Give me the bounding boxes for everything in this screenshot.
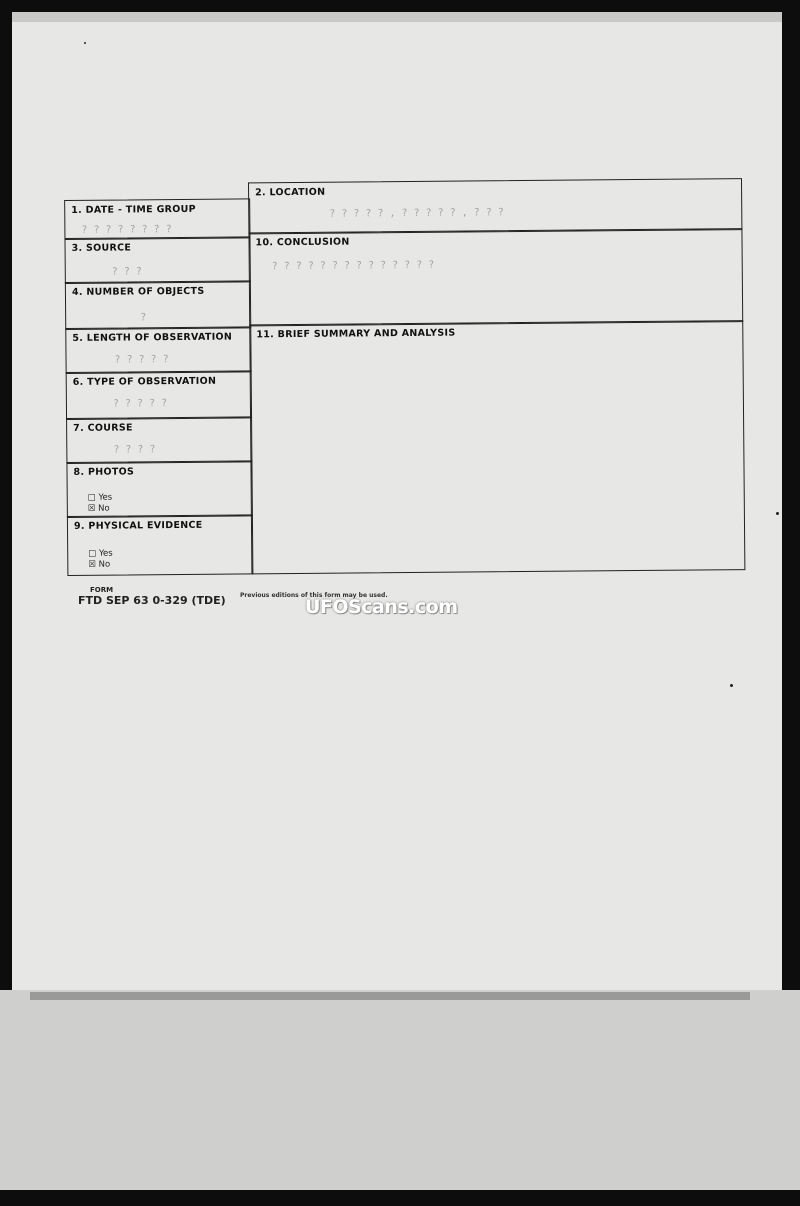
project-card-form (64, 178, 745, 576)
photos-label: 8. PHOTOS (73, 466, 135, 478)
sheet-top-edge (12, 12, 782, 22)
conclusion-cell (248, 228, 743, 326)
number-of-objects-cell (65, 280, 251, 330)
watermark: UFOScans.com (305, 596, 458, 618)
footer-note: Previous editions of this form may be used. (240, 592, 388, 599)
source-label: 3. SOURCE (71, 242, 132, 254)
location-value: ? ? ? ? ? , ? ? ? ? ? , ? ? ? (329, 207, 504, 220)
course-value: ? ? ? ? (113, 444, 156, 456)
length-of-observation-label: 5. LENGTH OF OBSERVATION (72, 331, 233, 344)
location-cell (248, 178, 742, 234)
date-time-group-label: 1. DATE - TIME GROUP (71, 203, 196, 216)
course-cell (66, 416, 252, 464)
type-of-observation-value: ? ? ? ? ? (112, 398, 168, 410)
summary-cell (249, 320, 745, 574)
date-time-group-value: ? ? ? ? ? ? ? ? (81, 224, 172, 236)
number-of-objects-label: 4. NUMBER OF OBJECTS (71, 285, 205, 298)
film-strip-edge (30, 992, 750, 1000)
film-bottom-strip (0, 990, 800, 1190)
film-speck (84, 42, 86, 44)
summary-label: 11. BRIEF SUMMARY AND ANALYSIS (256, 327, 456, 341)
source-cell (64, 236, 250, 284)
photos-no-checkbox: ☒ No (87, 503, 110, 514)
type-of-observation-cell (66, 370, 252, 420)
length-of-observation-cell (65, 326, 251, 374)
footer-form-word: FORM (90, 586, 114, 594)
location-label: 2. LOCATION (255, 186, 326, 199)
length-of-observation-value: ? ? ? ? ? (114, 354, 169, 366)
source-value: ? ? ? (111, 266, 142, 278)
physical-evidence-yes-checkbox: □ Yes (88, 548, 113, 559)
type-of-observation-label: 6. TYPE OF OBSERVATION (72, 375, 217, 388)
date-time-group-cell (64, 198, 250, 240)
number-of-objects-value: ? (140, 312, 147, 324)
course-label: 7. COURSE (73, 422, 133, 434)
footer-form-id: FTD SEP 63 0-329 (TDE) (78, 594, 226, 607)
physical-evidence-no-checkbox: ☒ No (88, 559, 111, 570)
photos-cell (66, 460, 252, 518)
film-speck (730, 684, 733, 687)
conclusion-value: ? ? ? ? ? ? ? ? ? ? ? ? ? ? (271, 259, 435, 273)
photos-yes-checkbox: □ Yes (87, 492, 113, 503)
physical-evidence-label: 9. PHYSICAL EVIDENCE (73, 519, 203, 532)
film-speck (776, 512, 779, 515)
physical-evidence-cell (67, 514, 254, 576)
conclusion-label: 10. CONCLUSION (255, 236, 350, 249)
